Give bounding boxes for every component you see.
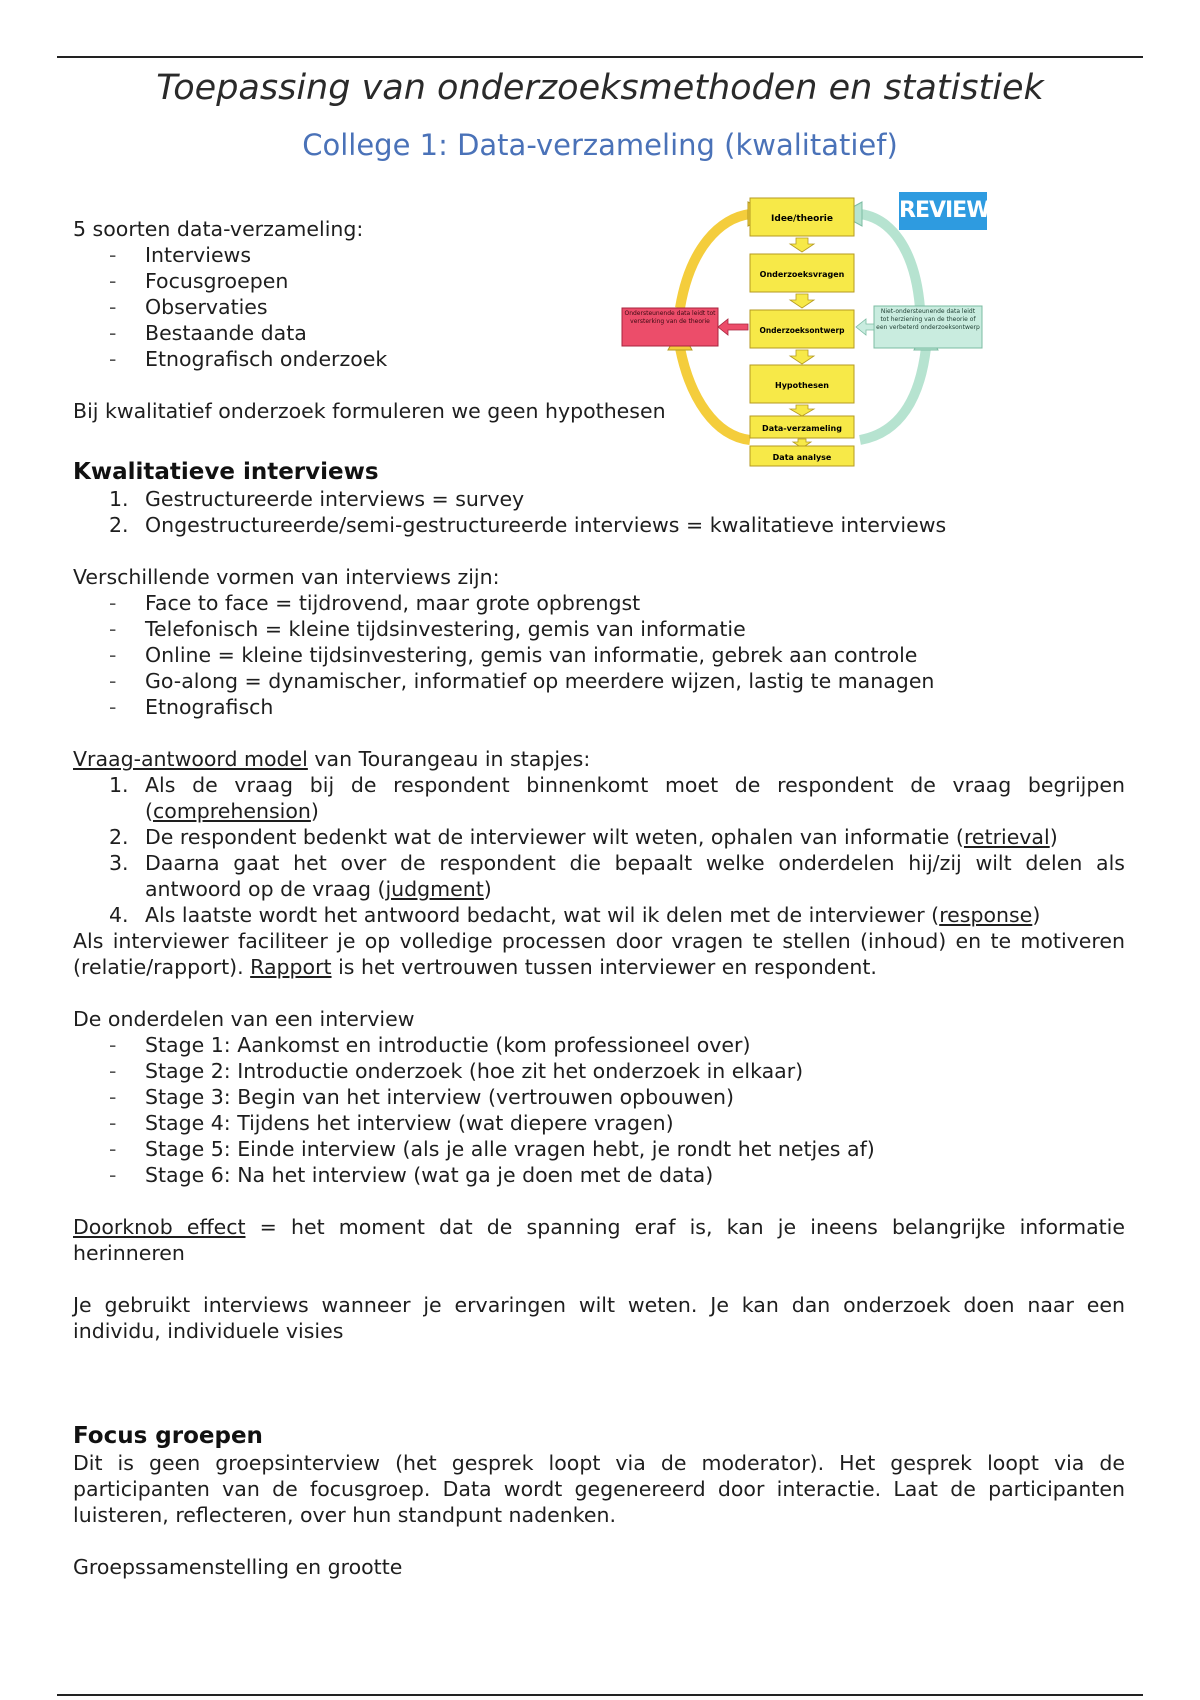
list-item: 4. Als laatste wordt het antwoord bedacht, wat wil ik delen met de interviewer (response) <box>109 903 1041 927</box>
forms-heading: Verschillende vormen van interviews zijn: <box>73 565 500 589</box>
doorknob-paragraph: Doorknob effect = het moment dat de spanning eraf is, kan je ineens belangrijke informatie herinneren <box>73 1215 1125 1265</box>
list-item: 2. Ongestructureerde/semi-gestructureerde interviews = kwalitatieve interviews <box>109 513 947 537</box>
page-subtitle: College 1: Data-verzameling (kwalitatief) <box>302 128 898 162</box>
page-title: Toepassing van onderzoeksmethoden en statistiek <box>156 68 1044 108</box>
list-item: 3. Daarna gaat het over de respondent die bepaalt welke onderdelen hij/zij wilt delen als antwoord op de vraag (judgment) <box>109 851 1125 901</box>
svg-text:Onderzoeksvragen: Onderzoeksvragen <box>759 270 845 279</box>
model-term: Vraag-antwoord model <box>73 747 308 771</box>
list-item: - Stage 2: Introductie onderzoek (hoe zit het onderzoek in elkaar) <box>73 1058 1125 1084</box>
interview-types-list <box>73 486 1125 538</box>
list-item: - Stage 4: Tijdens het interview (wat diepere vragen) <box>73 1110 1125 1136</box>
list-item: - Bestaande data <box>73 320 1125 346</box>
list-item: - Face to face = tijdrovend, maar grote opbrengst <box>73 590 1125 616</box>
list-item: - Stage 1: Aankomst en introductie (kom professioneel over) <box>73 1032 1125 1058</box>
non-supporting-data-box: Niet-ondersteunende data leidt tot herziening van de theorie of een verbeterd onderzoeksontwerp <box>874 306 982 348</box>
stages-heading: De onderdelen van een interview <box>73 1007 415 1031</box>
list-item: - Etnografisch onderzoek <box>73 346 1125 372</box>
data-types-list <box>73 242 1125 372</box>
list-item: - Observaties <box>73 294 1125 320</box>
bottom-rule <box>57 1694 1143 1696</box>
usage-paragraph: Je gebruikt interviews wanneer je ervaringen wilt weten. Je kan dan onderzoek doen naar een individu, individuele visies <box>73 1293 1125 1343</box>
composition-paragraph: Groepssamenstelling en grootte <box>73 1555 403 1579</box>
list-item: - Etnografisch <box>73 694 1125 720</box>
focus-paragraph: Dit is geen groepsinterview (het gesprek loopt via de moderator). Het gesprek loopt via de participanten van de focusgroep. Data wordt gegenereerd door interactie. Laat de participanten luisteren, reflecteren, over hun standpunt nadenken. <box>73 1451 1125 1527</box>
list-item: 2. De respondent bedenkt wat de interviewer wilt weten, ophalen van informatie (retrieval) <box>109 825 1058 849</box>
list-item: - Focusgroepen <box>73 268 1125 294</box>
document-body <box>73 216 1125 1580</box>
list-item: - Stage 3: Begin van het interview (vertrouwen opbouwen) <box>73 1084 1125 1110</box>
list-item: - Interviews <box>73 242 1125 268</box>
intro-heading: 5 soorten data-verzameling: <box>73 217 364 241</box>
list-item: - Go-along = dynamischer, informatief op meerdere wijzen, lastig te managen <box>73 668 1125 694</box>
list-item: - Online = kleine tijdsinvestering, gemis van informatie, gebrek aan controle <box>73 642 1125 668</box>
svg-text:Onderzoeksontwerp: Onderzoeksontwerp <box>759 326 845 335</box>
hypothesis-note: Bij kwalitatief onderzoek formuleren we geen hypothesen <box>73 399 666 423</box>
focus-heading: Focus groepen <box>73 1423 263 1449</box>
model-heading: Vraag-antwoord model van Tourangeau in stapjes: <box>73 747 591 771</box>
svg-text:Data-verzameling: Data-verzameling <box>762 424 842 433</box>
svg-text:Idee/theorie: Idee/theorie <box>771 214 833 224</box>
model-steps-list <box>73 772 1125 928</box>
supporting-data-box: Ondersteunende data leidt tot versterking van de theorie <box>622 308 718 346</box>
facilitate-paragraph: Als interviewer faciliteer je op volledige processen door vragen te stellen (inhoud) en te motiveren (relatie/rapport). Rapport is het vertrouwen tussen interviewer en respondent. <box>73 929 1125 979</box>
list-item: 1. Gestructureerde interviews = survey <box>109 487 525 511</box>
list-item: - Telefonisch = kleine tijdsinvestering, gemis van informatie <box>73 616 1125 642</box>
list-item: 1. Als de vraag bij de respondent binnenkomt moet de respondent de vraag begrijpen (comprehension) <box>109 773 1125 823</box>
list-item: - Stage 6: Na het interview (wat ga je doen met de data) <box>73 1162 1125 1188</box>
interview-stages-list <box>73 1032 1125 1188</box>
review-badge: REVIEW <box>899 192 987 230</box>
interviews-heading: Kwalitatieve interviews <box>73 459 379 485</box>
svg-text:Hypothesen: Hypothesen <box>775 381 829 390</box>
top-rule <box>57 56 1143 58</box>
svg-text:Data analyse: Data analyse <box>772 453 832 462</box>
interview-forms-list <box>73 590 1125 720</box>
list-item: - Stage 5: Einde interview (als je alle vragen hebt, je rondt het netjes af) <box>73 1136 1125 1162</box>
